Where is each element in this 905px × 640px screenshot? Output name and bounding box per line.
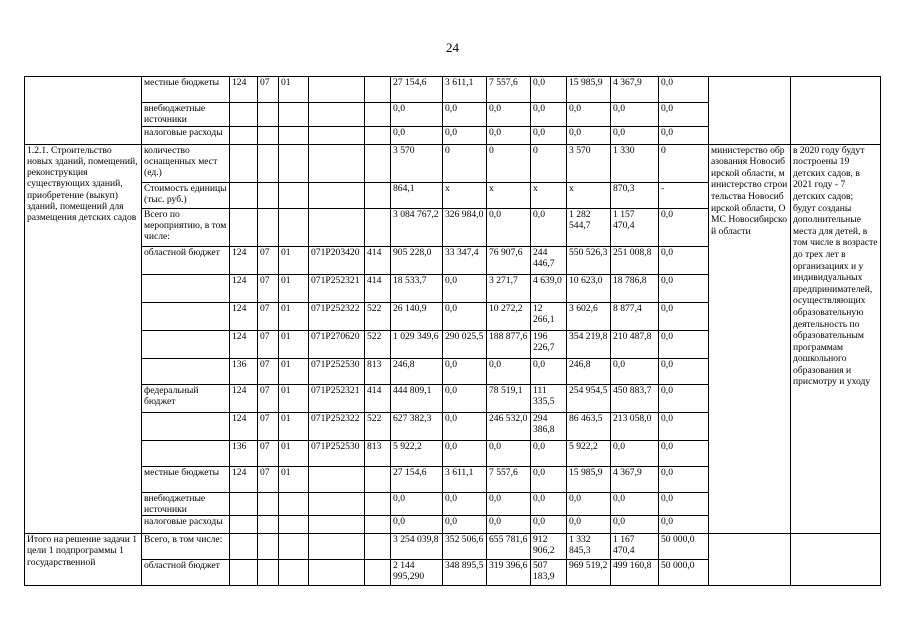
value-cell: 0,0 bbox=[391, 516, 443, 534]
code-cell bbox=[230, 492, 258, 516]
value-cell: 50 000,0 bbox=[659, 560, 709, 586]
value-cell: 0,0 bbox=[531, 492, 567, 516]
code-cell: 07 bbox=[258, 358, 279, 384]
value-cell: 499 160,8 bbox=[611, 560, 659, 586]
table-row bbox=[25, 144, 881, 182]
code-cell bbox=[230, 516, 258, 534]
budget-table bbox=[24, 76, 881, 586]
code-cell bbox=[309, 208, 365, 246]
value-cell: 0,0 bbox=[611, 126, 659, 144]
code-cell: 071P203420 bbox=[309, 246, 365, 274]
value-cell: 0,0 bbox=[443, 358, 487, 384]
value-cell: 507 183,9 bbox=[531, 560, 567, 586]
code-cell: 071P252322 bbox=[309, 302, 365, 330]
value-cell: 76 907,6 bbox=[487, 246, 531, 274]
value-cell: 1 332 845,3 bbox=[567, 534, 611, 560]
code-cell: 813 bbox=[365, 440, 391, 466]
value-cell: x bbox=[487, 182, 531, 208]
source-cell bbox=[142, 274, 230, 302]
code-cell: 01 bbox=[279, 330, 309, 358]
value-cell: 5 922,2 bbox=[391, 440, 443, 466]
code-cell: 136 bbox=[230, 440, 258, 466]
value-cell: 870,3 bbox=[611, 182, 659, 208]
code-cell bbox=[279, 516, 309, 534]
value-cell: 0,0 bbox=[443, 516, 487, 534]
code-cell bbox=[365, 492, 391, 516]
value-cell: 0,0 bbox=[531, 208, 567, 246]
code-cell: 07 bbox=[258, 466, 279, 492]
code-cell: 07 bbox=[258, 384, 279, 412]
code-cell bbox=[309, 560, 365, 586]
code-cell: 124 bbox=[230, 466, 258, 492]
value-cell: 33 347,4 bbox=[443, 246, 487, 274]
source-cell: местные бюджеты bbox=[142, 466, 230, 492]
code-cell: 07 bbox=[258, 274, 279, 302]
code-cell bbox=[365, 534, 391, 560]
value-cell: 0,0 bbox=[611, 492, 659, 516]
code-cell: 071P252321 bbox=[309, 384, 365, 412]
value-cell: - bbox=[659, 182, 709, 208]
code-cell: 07 bbox=[258, 330, 279, 358]
value-cell: 15 985,9 bbox=[567, 466, 611, 492]
code-cell bbox=[309, 144, 365, 182]
code-cell: 124 bbox=[230, 412, 258, 440]
value-cell: 1 330 bbox=[611, 144, 659, 182]
value-cell: 912 906,2 bbox=[531, 534, 567, 560]
value-cell: 3 084 767,2 bbox=[391, 208, 443, 246]
value-cell: 1 157 470,4 bbox=[611, 208, 659, 246]
source-cell bbox=[142, 330, 230, 358]
code-cell bbox=[230, 144, 258, 182]
value-cell: 0,0 bbox=[659, 302, 709, 330]
code-cell bbox=[365, 560, 391, 586]
value-cell: 251 008,8 bbox=[611, 246, 659, 274]
code-cell: 813 bbox=[365, 358, 391, 384]
source-cell bbox=[142, 302, 230, 330]
code-cell: 124 bbox=[230, 274, 258, 302]
total-label-cell: Итого на решение задачи 1 цели 1 подпрограммы 1 государственной bbox=[25, 534, 142, 586]
code-cell bbox=[309, 126, 365, 144]
code-cell: 124 bbox=[230, 77, 258, 103]
value-cell: 0,0 bbox=[567, 492, 611, 516]
source-cell: внебюджетные источники bbox=[142, 103, 230, 127]
value-cell: 0,0 bbox=[567, 516, 611, 534]
source-cell: количество оснащенных мест (ед.) bbox=[142, 144, 230, 182]
value-cell: x bbox=[567, 182, 611, 208]
value-cell: 0,0 bbox=[487, 126, 531, 144]
code-cell bbox=[279, 182, 309, 208]
code-cell: 414 bbox=[365, 274, 391, 302]
code-cell bbox=[309, 516, 365, 534]
value-cell: 0,0 bbox=[659, 466, 709, 492]
code-cell: 136 bbox=[230, 358, 258, 384]
code-cell bbox=[309, 466, 365, 492]
code-cell bbox=[258, 103, 279, 127]
value-cell: 450 883,7 bbox=[611, 384, 659, 412]
value-cell: 0,0 bbox=[659, 103, 709, 127]
code-cell bbox=[365, 516, 391, 534]
source-cell: внебюджетные источники bbox=[142, 492, 230, 516]
value-cell: 0,0 bbox=[487, 208, 531, 246]
source-cell: местные бюджеты bbox=[142, 77, 230, 103]
value-cell: 0,0 bbox=[531, 126, 567, 144]
value-cell: 1 282 544,7 bbox=[567, 208, 611, 246]
value-cell: 0 bbox=[443, 144, 487, 182]
code-cell: 01 bbox=[279, 77, 309, 103]
value-cell: 0,0 bbox=[611, 440, 659, 466]
value-cell: 864,1 bbox=[391, 182, 443, 208]
value-cell: 444 809,1 bbox=[391, 384, 443, 412]
value-cell: 0,0 bbox=[611, 516, 659, 534]
value-cell: 969 519,2 bbox=[567, 560, 611, 586]
value-cell: 0,0 bbox=[487, 492, 531, 516]
value-cell: x bbox=[531, 182, 567, 208]
value-cell: 0,0 bbox=[391, 103, 443, 127]
value-cell: 0,0 bbox=[487, 103, 531, 127]
executor-cell: министерство образования Новосибирской области, министерство строительства Новосибирской области, ОМС Новосибирской области bbox=[709, 144, 791, 534]
value-cell: 0,0 bbox=[391, 126, 443, 144]
code-cell bbox=[365, 208, 391, 246]
value-cell: 78 519,1 bbox=[487, 384, 531, 412]
value-cell: 0,0 bbox=[443, 440, 487, 466]
code-cell: 01 bbox=[279, 440, 309, 466]
source-cell: налоговые расходы bbox=[142, 126, 230, 144]
code-cell: 414 bbox=[365, 384, 391, 412]
code-cell bbox=[258, 208, 279, 246]
value-cell: 0,0 bbox=[443, 126, 487, 144]
value-cell: 3 254 039,8 bbox=[391, 534, 443, 560]
page-number: 24 bbox=[446, 40, 459, 55]
value-cell: 0,0 bbox=[531, 103, 567, 127]
value-cell: 7 557,6 bbox=[487, 466, 531, 492]
value-cell: 0,0 bbox=[659, 274, 709, 302]
source-cell: Всего, в том числе: bbox=[142, 534, 230, 560]
value-cell: 254 954,5 bbox=[567, 384, 611, 412]
value-cell: 0,0 bbox=[531, 77, 567, 103]
value-cell: 0,0 bbox=[567, 103, 611, 127]
value-cell: 0,0 bbox=[443, 412, 487, 440]
value-cell: 26 140,9 bbox=[391, 302, 443, 330]
value-cell: 0,0 bbox=[567, 126, 611, 144]
result-cell bbox=[791, 77, 881, 145]
value-cell: 0,0 bbox=[659, 246, 709, 274]
value-cell: 3 570 bbox=[391, 144, 443, 182]
value-cell: 3 611,1 bbox=[443, 77, 487, 103]
code-cell bbox=[230, 560, 258, 586]
code-cell: 07 bbox=[258, 246, 279, 274]
value-cell: x bbox=[443, 182, 487, 208]
value-cell: 4 639,0 bbox=[531, 274, 567, 302]
code-cell: 124 bbox=[230, 246, 258, 274]
executor-cell bbox=[709, 77, 791, 145]
source-cell: областной бюджет bbox=[142, 246, 230, 274]
code-cell bbox=[365, 182, 391, 208]
value-cell: 196 226,7 bbox=[531, 330, 567, 358]
value-cell: 0,0 bbox=[659, 126, 709, 144]
table-body bbox=[25, 77, 881, 586]
value-cell: 290 025,5 bbox=[443, 330, 487, 358]
value-cell: 0 bbox=[487, 144, 531, 182]
source-cell bbox=[142, 412, 230, 440]
code-cell: 071P252530 bbox=[309, 358, 365, 384]
value-cell: 0,0 bbox=[611, 358, 659, 384]
code-cell: 01 bbox=[279, 358, 309, 384]
value-cell: 210 487,8 bbox=[611, 330, 659, 358]
value-cell: 244 446,7 bbox=[531, 246, 567, 274]
code-cell bbox=[279, 208, 309, 246]
value-cell: 86 463,5 bbox=[567, 412, 611, 440]
code-cell: 071P270620 bbox=[309, 330, 365, 358]
code-cell bbox=[279, 126, 309, 144]
value-cell: 7 557,6 bbox=[487, 77, 531, 103]
code-cell bbox=[309, 492, 365, 516]
code-cell bbox=[230, 126, 258, 144]
code-cell bbox=[279, 144, 309, 182]
value-cell: 0,0 bbox=[659, 384, 709, 412]
code-cell bbox=[258, 126, 279, 144]
table-row bbox=[25, 77, 881, 103]
value-cell: 0,0 bbox=[659, 330, 709, 358]
source-cell: Всего по мероприятию, в том числе: bbox=[142, 208, 230, 246]
value-cell: 4 367,9 bbox=[611, 77, 659, 103]
table-row bbox=[25, 534, 881, 560]
value-cell: 0,0 bbox=[659, 412, 709, 440]
code-cell bbox=[365, 103, 391, 127]
value-cell: 213 058,0 bbox=[611, 412, 659, 440]
value-cell: 3 271,7 bbox=[487, 274, 531, 302]
code-cell: 071P252322 bbox=[309, 412, 365, 440]
code-cell: 07 bbox=[258, 412, 279, 440]
code-cell bbox=[279, 103, 309, 127]
value-cell: 246,8 bbox=[567, 358, 611, 384]
value-cell: 111 335,5 bbox=[531, 384, 567, 412]
value-cell: 0,0 bbox=[659, 492, 709, 516]
value-cell: 3 611,1 bbox=[443, 466, 487, 492]
code-cell bbox=[365, 77, 391, 103]
value-cell: 18 533,7 bbox=[391, 274, 443, 302]
value-cell: 0,0 bbox=[531, 466, 567, 492]
code-cell: 01 bbox=[279, 384, 309, 412]
source-cell: федеральный бюджет bbox=[142, 384, 230, 412]
code-cell bbox=[258, 560, 279, 586]
value-cell: 354 219,8 bbox=[567, 330, 611, 358]
value-cell: 1 167 470,4 bbox=[611, 534, 659, 560]
value-cell: 352 506,6 bbox=[443, 534, 487, 560]
value-cell: 1 029 349,6 bbox=[391, 330, 443, 358]
value-cell: 655 781,6 bbox=[487, 534, 531, 560]
value-cell: 0,0 bbox=[443, 384, 487, 412]
value-cell: 0,0 bbox=[659, 516, 709, 534]
code-cell bbox=[258, 144, 279, 182]
source-cell: областной бюджет bbox=[142, 560, 230, 586]
value-cell: 0,0 bbox=[531, 358, 567, 384]
code-cell: 124 bbox=[230, 384, 258, 412]
code-cell bbox=[258, 492, 279, 516]
code-cell: 01 bbox=[279, 246, 309, 274]
value-cell: 0,0 bbox=[443, 103, 487, 127]
value-cell: 3 602,6 bbox=[567, 302, 611, 330]
value-cell: 0,0 bbox=[443, 492, 487, 516]
value-cell: 0,0 bbox=[391, 492, 443, 516]
code-cell: 124 bbox=[230, 302, 258, 330]
value-cell: 15 985,9 bbox=[567, 77, 611, 103]
value-cell: 0,0 bbox=[487, 516, 531, 534]
value-cell: 0,0 bbox=[659, 440, 709, 466]
activity-name-cell: 1.2.1. Строительство новых зданий, помещений, реконструкция существующих зданий, приобретение (выкуп) зданий, помещений для размещения детских садов bbox=[25, 144, 142, 534]
code-cell bbox=[365, 126, 391, 144]
value-cell: 319 396,6 bbox=[487, 560, 531, 586]
result-cell: в 2020 году будут построены 19 детских садов, в 2021 году - 7 детских садов; будут созданы дополнительные места для детей, в том числе в возрасте до трех лет в организациях и у индивидуальных предпринимателей, осуществляющих образовательную деятельность по образовательным программам дошкольного образования и присмотру и уходу bbox=[791, 144, 881, 534]
code-cell: 01 bbox=[279, 466, 309, 492]
code-cell bbox=[230, 103, 258, 127]
code-cell bbox=[258, 534, 279, 560]
code-cell: 071P252530 bbox=[309, 440, 365, 466]
code-cell: 124 bbox=[230, 330, 258, 358]
code-cell bbox=[365, 144, 391, 182]
value-cell: 627 382,3 bbox=[391, 412, 443, 440]
code-cell: 414 bbox=[365, 246, 391, 274]
result-cell bbox=[791, 534, 881, 586]
code-cell bbox=[309, 534, 365, 560]
value-cell: 246,8 bbox=[391, 358, 443, 384]
value-cell: 0,0 bbox=[487, 440, 531, 466]
value-cell: 8 877,4 bbox=[611, 302, 659, 330]
code-cell bbox=[258, 182, 279, 208]
value-cell: 27 154,6 bbox=[391, 77, 443, 103]
code-cell bbox=[365, 466, 391, 492]
code-cell bbox=[309, 182, 365, 208]
value-cell: 0 bbox=[659, 144, 709, 182]
value-cell: 0,0 bbox=[487, 358, 531, 384]
value-cell: 905 228,0 bbox=[391, 246, 443, 274]
value-cell: 5 922,2 bbox=[567, 440, 611, 466]
value-cell: 0,0 bbox=[531, 440, 567, 466]
code-cell: 522 bbox=[365, 330, 391, 358]
value-cell: 18 786,8 bbox=[611, 274, 659, 302]
code-cell: 01 bbox=[279, 412, 309, 440]
code-cell: 522 bbox=[365, 412, 391, 440]
code-cell bbox=[309, 103, 365, 127]
code-cell bbox=[279, 560, 309, 586]
code-cell: 01 bbox=[279, 274, 309, 302]
value-cell: 0 bbox=[531, 144, 567, 182]
value-cell: 348 895,5 bbox=[443, 560, 487, 586]
code-cell: 07 bbox=[258, 302, 279, 330]
code-cell: 07 bbox=[258, 440, 279, 466]
code-cell bbox=[309, 77, 365, 103]
value-cell: 0,0 bbox=[443, 302, 487, 330]
source-cell: Стоимость единицы (тыс. руб.) bbox=[142, 182, 230, 208]
source-cell bbox=[142, 358, 230, 384]
value-cell: 326 984,0 bbox=[443, 208, 487, 246]
code-cell: 522 bbox=[365, 302, 391, 330]
value-cell: 3 570 bbox=[567, 144, 611, 182]
code-cell: 071P252321 bbox=[309, 274, 365, 302]
code-cell bbox=[230, 208, 258, 246]
value-cell: 4 367,9 bbox=[611, 466, 659, 492]
code-cell bbox=[279, 534, 309, 560]
code-cell bbox=[230, 182, 258, 208]
code-cell: 01 bbox=[279, 302, 309, 330]
value-cell: 0,0 bbox=[659, 77, 709, 103]
value-cell: 2 144 995,290 bbox=[391, 560, 443, 586]
value-cell: 0,0 bbox=[443, 274, 487, 302]
value-cell: 0,0 bbox=[659, 208, 709, 246]
value-cell: 246 532,0 bbox=[487, 412, 531, 440]
value-cell: 10 272,2 bbox=[487, 302, 531, 330]
value-cell: 10 623,0 bbox=[567, 274, 611, 302]
code-cell bbox=[258, 516, 279, 534]
source-cell: налоговые расходы bbox=[142, 516, 230, 534]
value-cell: 188 877,6 bbox=[487, 330, 531, 358]
value-cell: 50 000,0 bbox=[659, 534, 709, 560]
code-cell: 07 bbox=[258, 77, 279, 103]
executor-cell bbox=[709, 534, 791, 586]
source-cell bbox=[142, 440, 230, 466]
value-cell: 0,0 bbox=[611, 103, 659, 127]
value-cell: 294 386,8 bbox=[531, 412, 567, 440]
activity-name-cell bbox=[25, 77, 142, 145]
value-cell: 550 526,3 bbox=[567, 246, 611, 274]
value-cell: 27 154,6 bbox=[391, 466, 443, 492]
code-cell bbox=[279, 492, 309, 516]
code-cell bbox=[230, 534, 258, 560]
value-cell: 0,0 bbox=[659, 358, 709, 384]
value-cell: 12 266,1 bbox=[531, 302, 567, 330]
value-cell: 0,0 bbox=[531, 516, 567, 534]
